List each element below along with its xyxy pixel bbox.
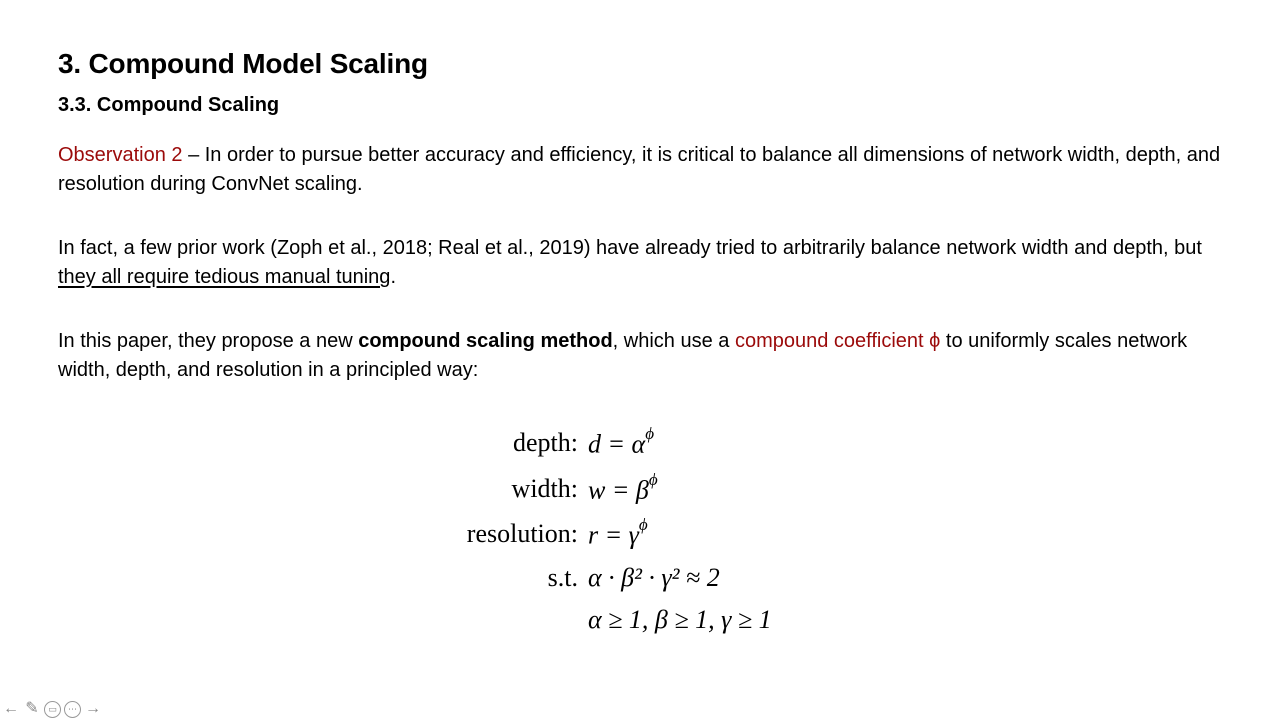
proposal-text-middle: , which use a <box>612 330 735 352</box>
slides-icon[interactable]: ▭ <box>44 701 61 718</box>
st-label: s.t. <box>547 563 578 592</box>
more-options-icon[interactable]: ⋯ <box>64 701 81 718</box>
slide-title: 3. Compound Model Scaling <box>58 48 428 79</box>
prev-slide-icon[interactable]: ← <box>3 700 19 717</box>
depth-expression <box>588 424 655 460</box>
constraint-bounds: α ≥ 1, β ≥ 1, γ ≥ 1 <box>588 605 772 634</box>
proposal-text-before: In this paper, they propose a new <box>58 330 359 352</box>
resolution-label: resolution: <box>466 519 578 548</box>
paragraph-proposal <box>58 327 1228 385</box>
pen-icon[interactable]: ✎ <box>25 700 39 717</box>
resolution-exponent: ϕ <box>638 515 648 534</box>
proposal-text-after: to uniformly scales network width, depth, and resolution in a principled way: <box>58 330 1188 381</box>
next-slide-icon[interactable]: → <box>85 700 101 717</box>
width-expression <box>588 470 658 506</box>
observation-label: Observation 2 <box>58 144 183 166</box>
depth-exponent: ϕ <box>645 424 655 443</box>
resolution-expr-text: r = γ <box>588 520 639 550</box>
width-expr-text: w = β <box>588 475 649 505</box>
depth-expr-text: d = α <box>588 429 646 459</box>
width-label: width: <box>511 474 578 503</box>
paragraph-prior-work <box>58 234 1228 292</box>
paragraph-observation <box>58 141 1228 199</box>
slide-nav-controls <box>2 700 102 718</box>
prior-work-text: In fact, a few prior work (Zoph et al., 2018; Real et al., 2019) have already tried to arbitrarily balance network width and depth, but <box>58 237 1202 259</box>
constraint-product: α · β² · γ² ≈ 2 <box>588 563 720 592</box>
prior-work-end: . <box>390 266 396 288</box>
proposal-bold: compound scaling method <box>358 330 613 352</box>
observation-text: – In order to pursue better accuracy and efficiency, it is critical to balance all dimensions of network width, depth, and resolution during ConvNet scaling. <box>58 144 1221 195</box>
proposal-highlight: compound coefficient ϕ <box>734 330 941 352</box>
slide-subtitle: 3.3. Compound Scaling <box>58 94 280 116</box>
prior-work-underlined: they all require tedious manual tuning <box>58 266 391 288</box>
width-exponent: ϕ <box>648 470 658 489</box>
resolution-expression <box>588 515 648 551</box>
depth-label: depth: <box>513 428 578 457</box>
